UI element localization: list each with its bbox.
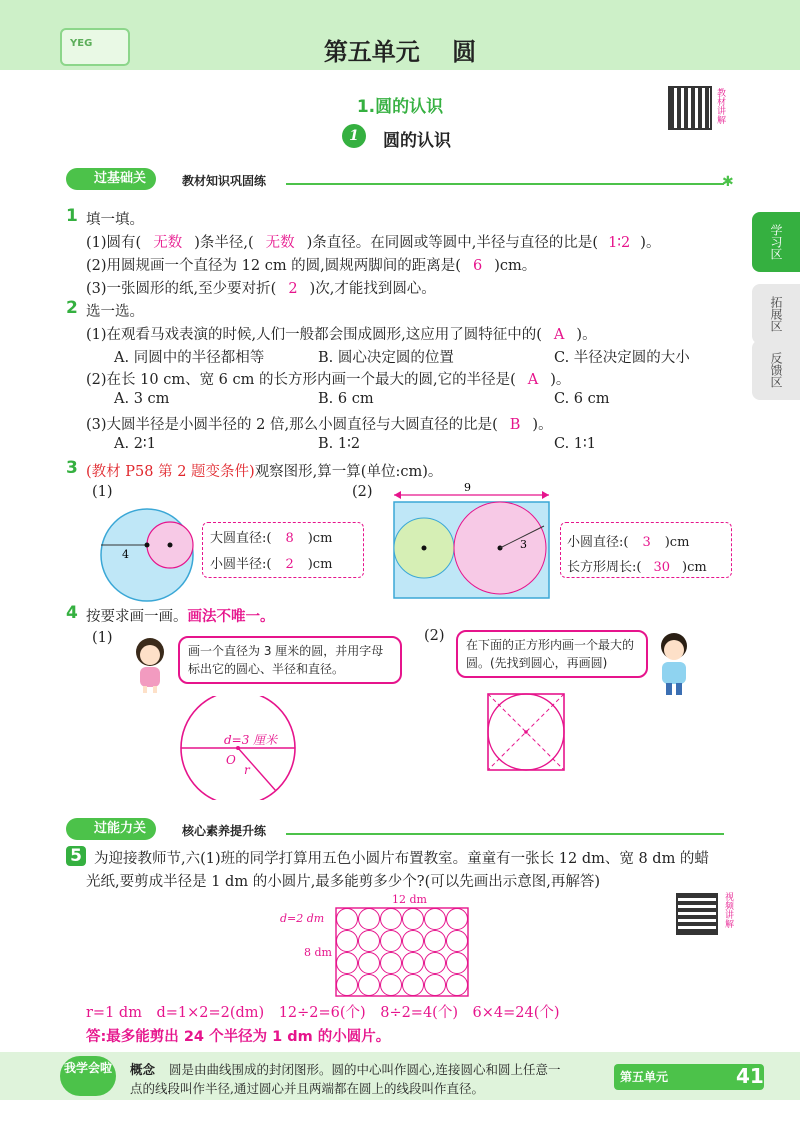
- answer: A: [553, 327, 565, 343]
- subsection-number: 1: [342, 124, 366, 148]
- answer: 无数: [265, 235, 295, 251]
- small-circle: [381, 931, 402, 952]
- text: 小圆直径:(: [567, 535, 629, 550]
- text: )条直径。在同圆或等圆中,半径与直径的比是(: [306, 235, 599, 251]
- text: )cm: [307, 557, 333, 572]
- concept-line-1: [130, 1060, 561, 1078]
- small-circle: [425, 931, 446, 952]
- text: )条半径,(: [194, 235, 254, 251]
- two-circles-figure: [92, 500, 202, 610]
- option: A. 3 cm: [114, 391, 170, 407]
- answer: B: [509, 417, 521, 433]
- circle-d3-figure: [176, 696, 302, 800]
- question-stem: 选一选。: [86, 304, 144, 320]
- subsection-title: 圆的认识: [383, 131, 451, 151]
- concept-line-2: 点的线段叫作半径,通过圆心并且两端都在圆上的线段叫作直径。: [130, 1081, 484, 1096]
- small-circle: [403, 975, 424, 996]
- answer: A: [527, 372, 539, 388]
- q4-stem: [86, 605, 275, 626]
- question-number: 1: [66, 206, 78, 226]
- diameter-label: d=2 dm: [280, 912, 325, 925]
- text: )。: [532, 417, 553, 433]
- arrow-head: [394, 491, 401, 499]
- small-circle: [403, 909, 424, 930]
- center-dot: [168, 543, 173, 548]
- grid-circles: [337, 909, 468, 996]
- qr-code-icon[interactable]: [676, 893, 718, 935]
- section-divider: [286, 183, 724, 185]
- text: (2)用圆规画一个直径为 12 cm 的圆,圆规两脚间的距离是(: [86, 258, 461, 274]
- question-number: 5: [66, 846, 86, 866]
- q5-stem-2: 光纸,要剪成半径是 1 dm 的小圆片,最多能剪多少个?(可以先画出示意图,再解答): [86, 874, 600, 890]
- big-diameter-line: [210, 527, 332, 546]
- option: C. 6 cm: [554, 391, 610, 407]
- boy-avatar-icon: [652, 630, 696, 696]
- answer: 6: [472, 258, 483, 274]
- q2-sub1: [86, 323, 597, 344]
- text: (1)圆有(: [86, 235, 142, 251]
- rectangle-circles-figure: [390, 480, 555, 602]
- small-circle: [381, 953, 402, 974]
- lesson-title: 1.圆的认识: [356, 97, 444, 117]
- small-circle: [337, 975, 358, 996]
- question-number: 3: [66, 458, 78, 478]
- text: (2)在长 10 cm、宽 6 cm 的长方形内画一个最大的圆,它的半径是(: [86, 372, 516, 388]
- small-circle: [359, 975, 380, 996]
- section-badge-basic: 过基础关: [66, 168, 156, 190]
- unit-title: 第五单元 圆: [323, 38, 477, 66]
- answer: 2: [285, 557, 294, 572]
- q2-sub2: [86, 368, 570, 389]
- width-label: 9: [464, 481, 471, 494]
- text: )次,才能找到圆心。: [309, 281, 436, 297]
- text: 小圆半径:(: [210, 557, 272, 572]
- height-label: 8 dm: [304, 946, 332, 959]
- small-circle: [425, 975, 446, 996]
- question-stem: 填一填。: [86, 212, 144, 228]
- diameter-label: d=3 厘米: [224, 733, 278, 747]
- center-dot: [422, 546, 427, 551]
- part-label: (2): [424, 628, 445, 644]
- tab-extend[interactable]: 拓展区: [752, 284, 800, 344]
- small-circle: [403, 931, 424, 952]
- radius-label: 4: [122, 548, 129, 561]
- text: 大圆直径:(: [210, 531, 272, 546]
- question-number: 2: [66, 298, 78, 318]
- option: A. 同圆中的半径都相等: [114, 350, 265, 366]
- answer: 3: [642, 535, 651, 550]
- small-circle: [425, 953, 446, 974]
- center-dot: [524, 730, 528, 734]
- speech-bubble-2: 在下面的正方形内画一个最大的圆。(先找到圆心，再画圆): [456, 630, 648, 678]
- option: C. 1∶1: [554, 436, 597, 452]
- radius-label: r: [244, 763, 250, 777]
- option: C. 半径决定圆的大小: [554, 350, 690, 366]
- small-circle: [359, 909, 380, 930]
- text: )。: [576, 327, 597, 343]
- calculation: r=1 dm d=1×2=2(dm) 12÷2=6(个) 8÷2=4(个) 6×4=24(个): [86, 1005, 560, 1021]
- text: )cm: [664, 535, 690, 550]
- hint: 画法不唯一。: [187, 609, 275, 625]
- small-circle: [337, 931, 358, 952]
- q5-stem-1: 为迎接教师节,六(1)班的同学打算用五色小圆片布置教室。童童有一张长 12 dm、宽 8 dm 的蜡: [94, 851, 709, 867]
- text: 长方形周长:(: [567, 560, 642, 575]
- qr-label: 视频讲解: [723, 892, 733, 928]
- final-answer: 答:最多能剪出 24 个半径为 1 dm 的小圆片。: [86, 1029, 391, 1045]
- part-label: (1): [92, 484, 113, 500]
- paper-rectangle: [336, 908, 468, 996]
- small-circle: [337, 909, 358, 930]
- footer-badge: 我学会啦: [60, 1056, 116, 1096]
- tab-feedback[interactable]: 反馈区: [752, 340, 800, 400]
- width-label: 12 dm: [392, 893, 427, 906]
- circles-grid-figure: [270, 890, 470, 998]
- text: (3)一张圆形的纸,至少要对折(: [86, 281, 277, 297]
- q1-line1: [86, 231, 660, 252]
- q2-sub3: [86, 413, 553, 434]
- text: 观察图形,算一算(单位:cm)。: [254, 464, 443, 480]
- small-circle: [447, 953, 468, 974]
- source-note: (教材 P58 第 2 题变条件): [86, 464, 255, 480]
- qr-label: 教材讲解: [715, 88, 725, 124]
- small-circle: [359, 931, 380, 952]
- question-number: 4: [66, 603, 78, 623]
- qr-code-icon[interactable]: [668, 86, 712, 130]
- section-subtitle-ability: 核心素养提升练: [182, 824, 267, 838]
- text: 按要求画一画。: [86, 609, 188, 625]
- text: )。: [550, 372, 571, 388]
- radius-label: 3: [520, 538, 527, 551]
- option: B. 1∶2: [318, 436, 361, 452]
- text: )cm: [682, 560, 707, 575]
- square-circle-figure: [486, 692, 566, 772]
- small-circle: [447, 931, 468, 952]
- answer: 1∶2: [608, 235, 631, 251]
- star-icon: ✱: [722, 174, 734, 190]
- page-number: 41: [736, 1064, 764, 1088]
- small-circle: [381, 909, 402, 930]
- option: A. 2∶1: [114, 436, 156, 452]
- small-circle: [403, 953, 424, 974]
- answer: 无数: [153, 235, 183, 251]
- page-unit: 第五单元: [620, 1070, 669, 1084]
- part-label: (1): [92, 630, 113, 646]
- text: (1)在观看马戏表演的时候,人们一般都会围成圆形,这应用了圆特征中的(: [86, 327, 542, 343]
- text: )cm: [307, 531, 333, 546]
- option: B. 6 cm: [318, 391, 374, 407]
- answer: 2: [288, 281, 298, 297]
- small-circle: [425, 909, 446, 930]
- text: 圆是由曲线围成的封闭图形。圆的中心叫作圆心,连接圆心和圆上任意一: [169, 1062, 561, 1077]
- section-badge-ability: 过能力关: [66, 818, 156, 840]
- small-circle: [447, 909, 468, 930]
- q1-line2: [86, 254, 536, 275]
- text: (3)大圆半径是小圆半径的 2 倍,那么小圆直径与大圆直径的比是(: [86, 417, 498, 433]
- center-dot: [145, 543, 150, 548]
- answer: 30: [653, 560, 670, 575]
- arrow-head: [542, 491, 549, 499]
- small-circle: [381, 975, 402, 996]
- small-circle: [359, 953, 380, 974]
- small-circle: [337, 953, 358, 974]
- concept-label: 概念: [130, 1062, 156, 1077]
- girl-avatar-icon: [128, 634, 172, 694]
- answer: 8: [285, 531, 294, 546]
- perimeter-line: [567, 556, 707, 575]
- option: B. 圆心决定圆的位置: [318, 350, 454, 366]
- tab-study[interactable]: 学习区: [752, 212, 800, 272]
- text: )。: [640, 235, 661, 251]
- q1-line3: [86, 277, 436, 298]
- center-label: O: [226, 753, 236, 767]
- header-divider: [0, 70, 800, 80]
- part-label: (2): [352, 484, 373, 500]
- section-divider: [286, 833, 724, 835]
- logo-text: YEG: [70, 38, 93, 49]
- section-subtitle-basic: 教材知识巩固练: [182, 174, 267, 188]
- speech-bubble-1: 画一个直径为 3 厘米的圆，并用字母标出它的圆心、半径和直径。: [178, 636, 402, 684]
- q3-stem: [86, 460, 442, 481]
- small-diameter-line: [567, 531, 689, 550]
- small-circle: [447, 975, 468, 996]
- text: )cm。: [494, 258, 537, 274]
- small-radius-line: [210, 553, 332, 572]
